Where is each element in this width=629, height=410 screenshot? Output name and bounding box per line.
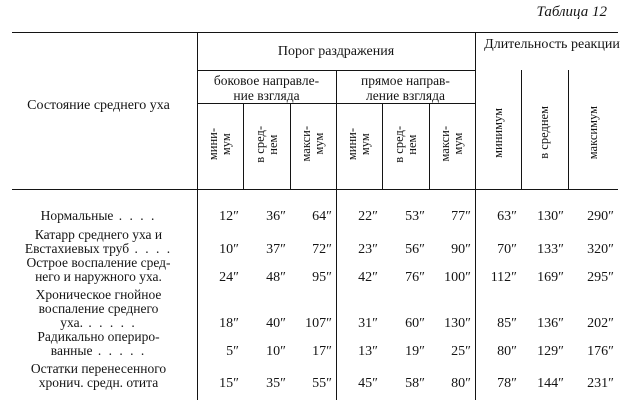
row-label-line: уха. . . . . . <box>60 315 137 331</box>
subheader-max-lateral <box>290 98 336 190</box>
subheader-max-straight <box>429 98 475 190</box>
straight-gaze-header: прямое направ- ление взгляда <box>361 73 450 103</box>
table-cell: 35″ <box>266 376 286 392</box>
table-cell: 64″ <box>312 209 332 224</box>
table-cell: 95″ <box>312 270 332 286</box>
subheader-text: максимум <box>585 105 600 160</box>
table-cell: 130″ <box>537 209 564 224</box>
duration-header: Длительность реакции <box>484 37 620 52</box>
table-cell: 53″ <box>405 209 425 224</box>
table-cell: 37″ <box>266 242 286 258</box>
table-cell: 85″ <box>497 316 517 332</box>
row-label <box>0 288 197 331</box>
table-cell: 36″ <box>266 209 286 224</box>
table-cell: 23″ <box>358 242 378 258</box>
leader-dots: . . . . <box>129 241 173 257</box>
top-rule <box>12 32 618 33</box>
table-cell: 76″ <box>405 270 425 286</box>
table-cell: 231″ <box>587 376 614 392</box>
table-cell: 80″ <box>497 344 517 360</box>
subheader-text: в сред- нем <box>391 125 419 163</box>
table-cell: 112″ <box>490 270 517 286</box>
row-label-line: Евстахиевых труб . . . . <box>24 241 173 257</box>
table-cell: 136″ <box>537 316 564 332</box>
subheader-min-straight <box>336 98 382 190</box>
table-cell: 107″ <box>305 316 332 332</box>
subheader-text: в среднем <box>537 106 551 159</box>
row-label <box>0 228 197 256</box>
subheader-max-duration <box>568 75 618 190</box>
subheader-avg-lateral <box>243 98 290 190</box>
table-cell: 22″ <box>358 209 378 224</box>
table-cell: 129″ <box>537 344 564 360</box>
table-cell: 5″ <box>226 344 239 360</box>
subheader-text: в сред- нем <box>252 125 280 163</box>
leader-dots: . . . . . <box>82 315 137 331</box>
table-cell: 19″ <box>405 344 425 360</box>
table-cell: 144″ <box>537 376 564 392</box>
table-cell: 13″ <box>358 344 378 360</box>
table-cell: 290″ <box>587 209 614 224</box>
row-label-line: воспаление среднего <box>38 301 159 317</box>
row-label-line: Радикально опериро- <box>37 329 160 344</box>
row-label-line: Остатки перенесенного <box>30 361 167 376</box>
leader-dots: . . . . <box>113 208 157 223</box>
row-label-line: Хроническое гнойное <box>35 287 162 302</box>
subheader-text: мини- мум <box>206 127 233 161</box>
table-cell: 60″ <box>405 316 425 332</box>
table-cell: 72″ <box>312 242 332 258</box>
subheader-text: мини- мум <box>345 127 372 161</box>
row-label <box>0 256 197 284</box>
table-row <box>0 228 629 258</box>
row-label-line: хронич. средн. отита <box>38 375 159 391</box>
table-cell: 130″ <box>444 316 471 332</box>
table-row <box>0 256 629 286</box>
table-cell: 18″ <box>219 316 239 332</box>
table-cell: 12″ <box>219 209 239 224</box>
table-cell: 10″ <box>266 344 286 360</box>
table-row <box>0 362 629 392</box>
table-cell: 77″ <box>451 209 471 224</box>
table-cell: 100″ <box>444 270 471 286</box>
row-label <box>0 209 197 223</box>
subheader-avg-duration <box>521 75 568 190</box>
lateral-gaze-header: боковое направле- ние взгляда <box>213 73 320 103</box>
row-label <box>0 362 197 390</box>
table-cell: 58″ <box>405 376 425 392</box>
row-label-line: ванные . . . . . <box>50 343 147 359</box>
table-cell: 80″ <box>451 376 471 392</box>
row-label-line: Катарр среднего уха и <box>34 227 163 242</box>
table-cell: 63″ <box>497 209 517 224</box>
table-cell: 55″ <box>312 376 332 392</box>
table-cell: 48″ <box>266 270 286 286</box>
table-cell: 42″ <box>358 270 378 286</box>
table-cell: 31″ <box>358 316 378 332</box>
table-cell: 78″ <box>497 376 517 392</box>
table-cell: 56″ <box>405 242 425 258</box>
table-cell: 25″ <box>451 344 471 360</box>
table-cell: 17″ <box>312 344 332 360</box>
row-label-line: Нормальные . . . . <box>40 208 157 223</box>
row-label-line: него и наружного уха. <box>35 269 162 285</box>
table-cell: 202″ <box>587 316 614 332</box>
table-cell: 320″ <box>587 242 614 258</box>
row-label <box>0 330 197 358</box>
table-caption: Таблица 12 <box>536 4 607 20</box>
table-cell: 10″ <box>219 242 239 258</box>
subheader-text: макси- мум <box>438 126 465 162</box>
table-cell: 169″ <box>537 270 564 286</box>
table-row <box>0 330 629 360</box>
stub-header: Состояние среднего уха <box>27 98 170 113</box>
table-cell: 90″ <box>451 242 471 258</box>
table-cell: 24″ <box>219 270 239 286</box>
leader-dots: . . . . . <box>92 343 147 359</box>
table-cell: 15″ <box>219 376 239 392</box>
table-cell: 40″ <box>266 316 286 332</box>
table-cell: 133″ <box>537 242 564 258</box>
row-label-line: Острое воспаление сред- <box>26 255 171 270</box>
table-row <box>0 209 629 225</box>
table-cell: 45″ <box>358 376 378 392</box>
threshold-header: Порог раздражения <box>277 44 395 59</box>
subheader-text: макси- мум <box>299 126 326 162</box>
subheader-text: минимум <box>490 107 505 158</box>
subheader-min-duration <box>475 75 521 190</box>
subheader-avg-straight <box>382 98 429 190</box>
table-row <box>0 288 629 332</box>
table-cell: 295″ <box>587 270 614 286</box>
subheader-min-lateral <box>197 98 243 190</box>
table-cell: 176″ <box>587 344 614 360</box>
table-cell: 70″ <box>497 242 517 258</box>
